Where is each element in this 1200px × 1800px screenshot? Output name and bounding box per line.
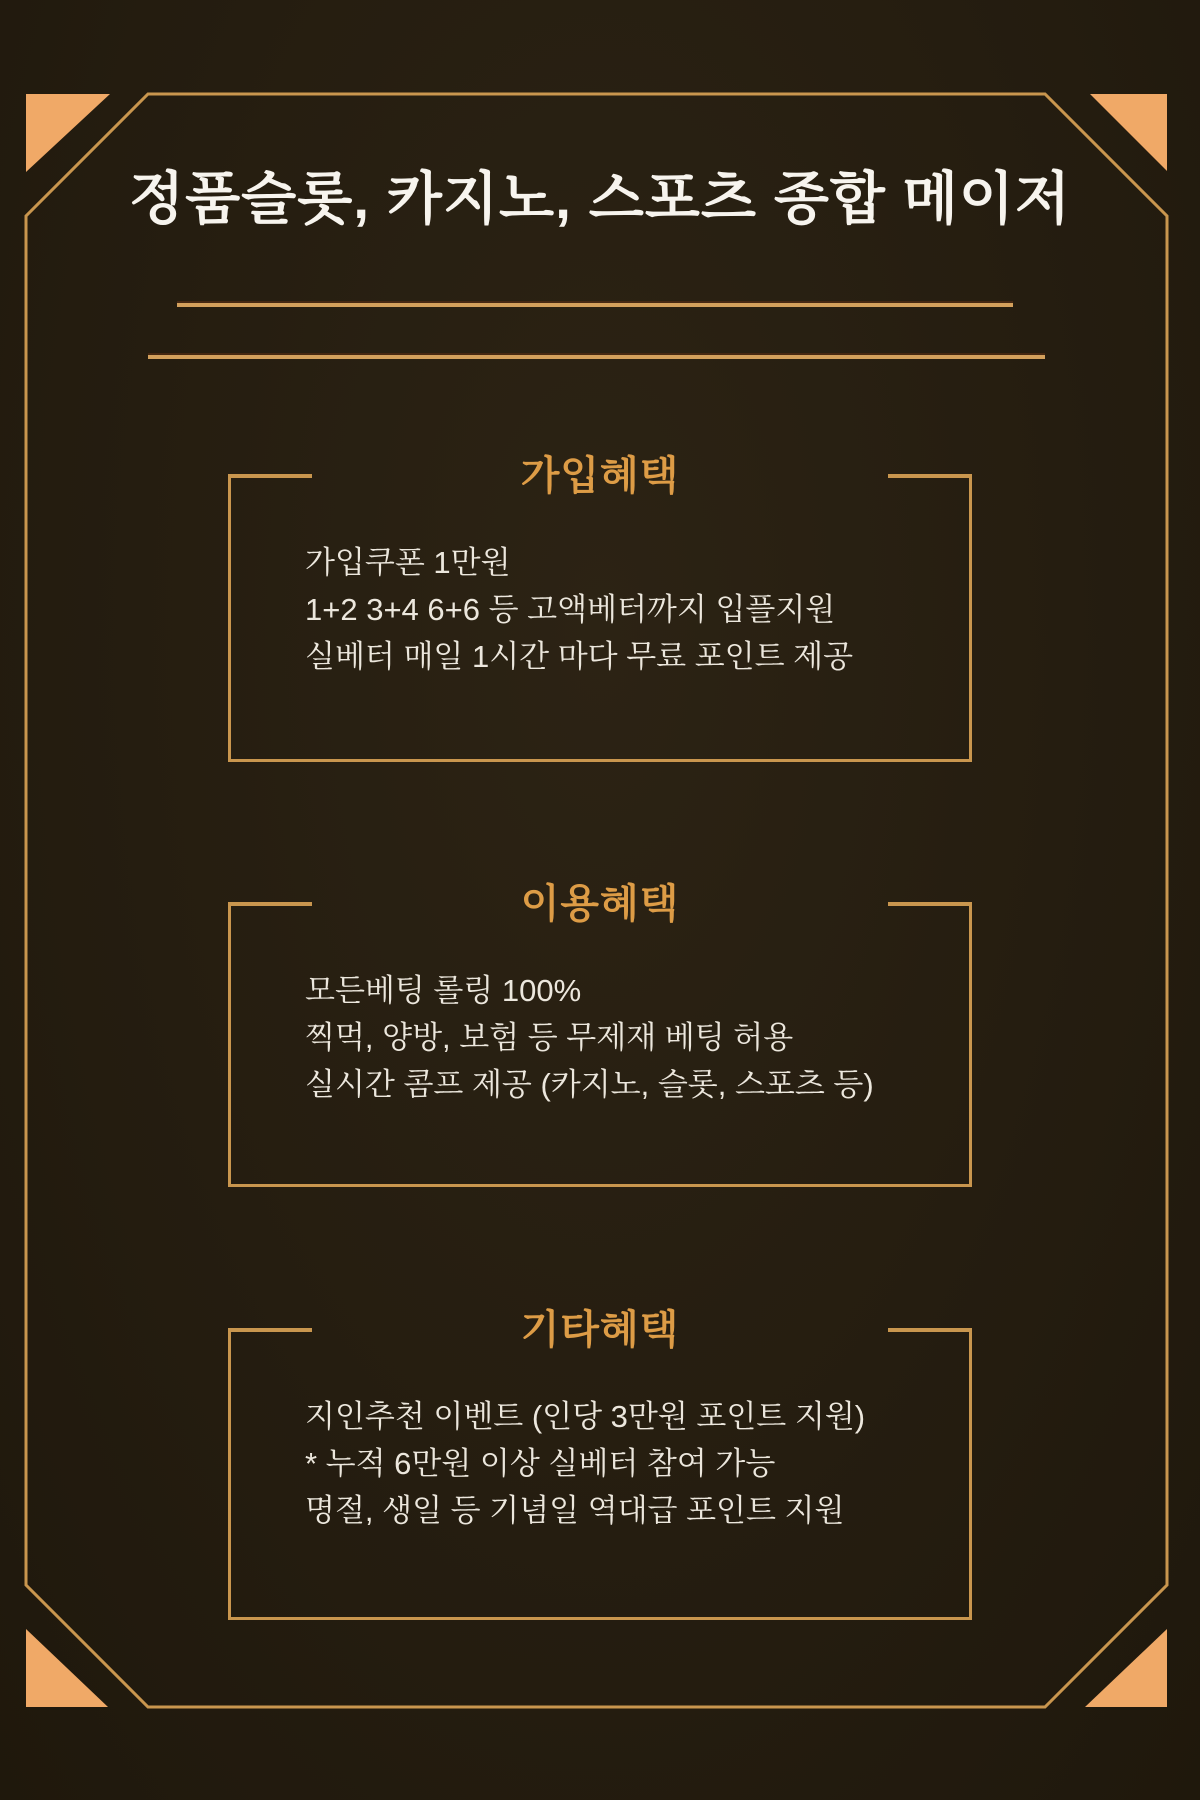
section-content — [231, 476, 969, 680]
benefit-line: 명절, 생일 등 기념일 역대급 포인트 지원 — [305, 1493, 845, 1528]
benefit-line: 1+2 3+4 6+6 등 고액베터까지 입플지원 — [305, 592, 836, 627]
section-title: 이용혜택 — [520, 882, 680, 926]
section-content — [231, 1330, 969, 1534]
corner-triangle-bottom-left — [26, 1629, 108, 1707]
corner-triangle-top-left — [26, 94, 110, 172]
title-divider-top — [177, 303, 1013, 307]
benefit-line: 실시간 콤프 제공 (카지노, 슬롯, 스포츠 등) — [305, 1067, 874, 1102]
benefit-line: 가입쿠폰 1만원 — [305, 545, 511, 580]
section-title: 기타혜택 — [520, 1308, 680, 1352]
benefit-line: * 누적 6만원 이상 실베터 참여 가능 — [305, 1446, 776, 1481]
corner-triangle-bottom-right — [1085, 1629, 1167, 1707]
section-box-other-benefits — [228, 1308, 972, 1620]
benefit-line: 실베터 매일 1시간 마다 무료 포인트 제공 — [305, 639, 854, 674]
section-content — [231, 904, 969, 1108]
page-title: 정품슬롯, 카지노, 스포츠 종합 메이저 — [129, 167, 1071, 231]
section-title: 가입혜택 — [520, 454, 680, 498]
section-box-usage-benefits — [228, 882, 972, 1187]
corner-triangle-top-right — [1090, 94, 1167, 171]
section-box-signup-benefits — [228, 454, 972, 762]
benefit-line: 지인추천 이벤트 (인당 3만원 포인트 지원) — [305, 1399, 866, 1434]
title-divider-bottom — [148, 355, 1045, 359]
benefit-line: 찍먹, 양방, 보험 등 무제재 베팅 허용 — [305, 1020, 794, 1055]
benefit-line: 모든베팅 롤링 100% — [305, 973, 582, 1008]
